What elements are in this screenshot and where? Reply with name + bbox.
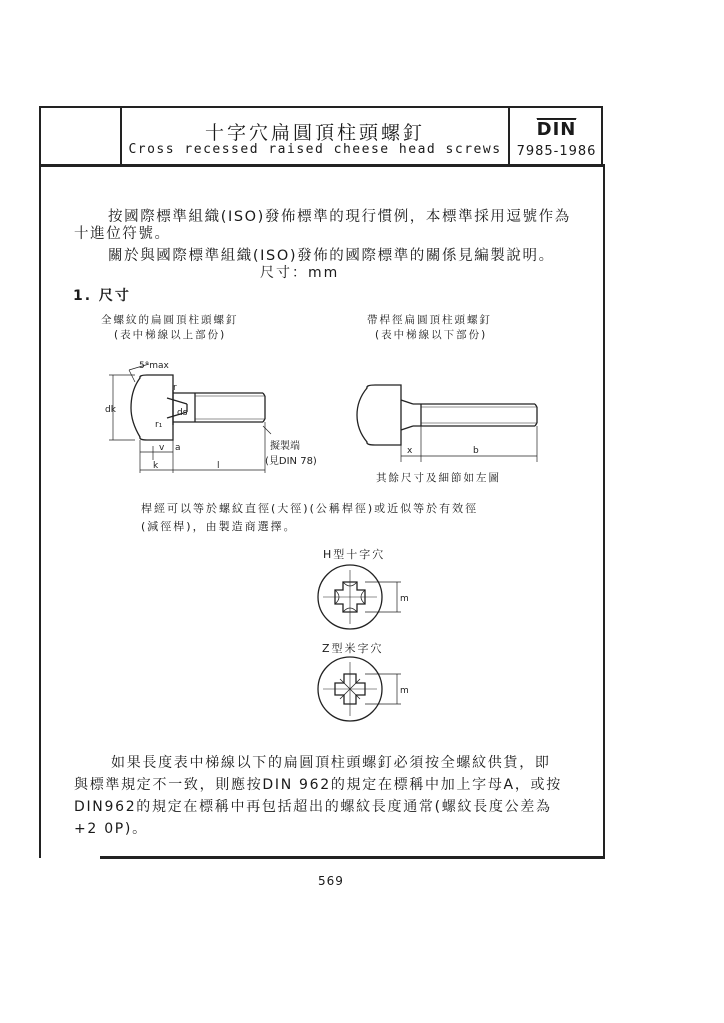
- angle-label: 5°max: [139, 361, 169, 371]
- x-label: x: [407, 446, 413, 456]
- reduced-shank-screw-drawing: [345, 380, 545, 470]
- l-label: l: [217, 461, 220, 471]
- ds-label: ds: [177, 408, 188, 418]
- z-recess-drawing: [305, 652, 425, 732]
- shank-note-line-2: (減徑桿)，由製造商選擇。: [141, 520, 297, 533]
- header-rule: [39, 164, 605, 167]
- body-border-left: [39, 164, 41, 858]
- din-number: 7985-1986: [516, 144, 597, 159]
- right-figure-caption: 帶桿徑扁圓頂柱頭螺釘: [367, 314, 492, 326]
- intro-line-1-cont: 十進位符號。: [74, 226, 171, 242]
- left-figure-subcaption: (表中梯線以上部份): [114, 329, 227, 341]
- r-label: r: [173, 383, 177, 393]
- standard-id: [510, 118, 603, 159]
- k-label: k: [153, 461, 159, 471]
- intro-line-1: 按國際標準組織(ISO)發佈標準的現行慣例，本標準採用逗號作為: [108, 209, 571, 225]
- page-number: 569: [318, 874, 344, 888]
- title-chinese: 十字穴扁圓頂柱頭螺釘: [204, 122, 425, 144]
- v-label: v: [159, 443, 165, 453]
- thread-end-ref: (見DIN 78): [265, 456, 317, 467]
- left-figure-caption: 全螺紋的扁圓頂柱頭螺釘: [101, 314, 239, 326]
- closing-line-2: 與標準規定不一致，則應按DIN 962的規定在標稱中加上字母A，或按: [74, 777, 562, 793]
- full-thread-screw-drawing: [95, 360, 355, 480]
- a-label: a: [175, 443, 181, 453]
- title-english: Cross recessed raised cheese head screws: [128, 142, 502, 157]
- body-border-right: [603, 164, 605, 858]
- section-heading: 1. 尺寸: [73, 288, 131, 304]
- other-dimensions-note: 其餘尺寸及細節如左圖: [376, 472, 501, 484]
- b-label: b: [473, 446, 479, 456]
- z-recess-label: Z型米字穴: [322, 642, 384, 655]
- body-border-bottom: [100, 856, 605, 859]
- h-m-label: m: [400, 594, 409, 604]
- shank-note-line-1: 桿經可以等於螺紋直徑(大徑)(公稱桿徑)或近似等於有效徑: [141, 502, 479, 515]
- unit-note: 尺寸：mm: [260, 265, 340, 281]
- closing-line-4: +2 0P)。: [74, 821, 148, 837]
- h-recess-drawing: [305, 560, 425, 640]
- h-recess-label: H型十字穴: [323, 548, 386, 561]
- right-figure-subcaption: (表中梯線以下部份): [375, 329, 488, 341]
- closing-line-1: 如果長度表中梯線以下的扁圓頂柱頭螺釘必須按全螺紋供貨，即: [111, 755, 551, 771]
- dk-label: dk: [105, 405, 116, 415]
- r1-label: r₁: [155, 420, 163, 430]
- din-label: $\overline{DIN}$: [536, 119, 577, 140]
- z-m-label: m: [400, 686, 409, 696]
- closing-line-3: DIN962的規定在標稱中再包括超出的螺紋長度通常(螺紋長度公差為: [74, 799, 552, 815]
- intro-line-2: 關於與國際標準組織(ISO)發佈的國際標準的關係見編製說明。: [108, 248, 555, 264]
- thread-end-label: 擬製端: [270, 441, 300, 452]
